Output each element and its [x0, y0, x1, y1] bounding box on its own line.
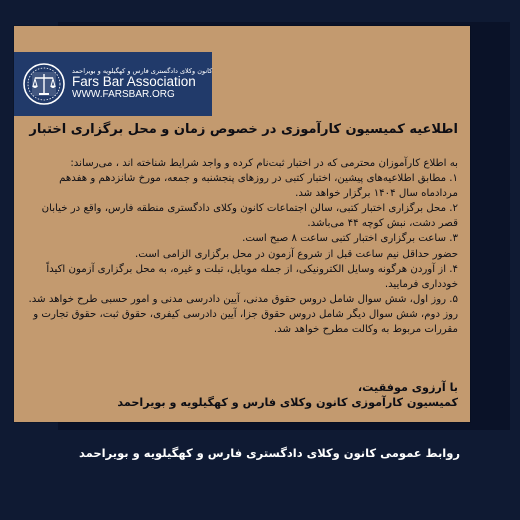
logo-name-en: Fars Bar Association — [72, 73, 196, 89]
list-item-2: ۲. محل برگزاری اختبار کتبی، سالن اجتماعات کانون وکلای دادگستری منطقه فارس، واقع در خیابان قصر دشت، نبش کوچه ۴۴ می‌باشد. — [41, 203, 458, 230]
list-item-5-continued: روز دوم، شش سوال دیگر شامل دروس حقوق جزا، آیین دادرسی کیفری، حقوق ثبت، حقوق تجارت و مقررات مربوط به وکالت مطرح خواهد شد. — [33, 308, 458, 336]
logo-text — [72, 68, 212, 101]
list-item-5: ۵. روز اول، شش سوال شامل دروس حقوق مدنی، آیین دادرسی مدنی و امور حسبی طرح خواهد شد. — [28, 293, 458, 305]
closing-wish: با آرزوی موفقیت، — [357, 381, 458, 394]
footer-credit: روابط عمومی کانون وکلای دادگستری فارس و کهگیلویه و بویراحمد — [79, 446, 460, 460]
list-item-1: ۱. مطابق اطلاعیه‌های پیشین، اختبار کتبی در روزهای پنجشنبه و جمعه، مورخ شانزدهم و هفدهم مردادماه سال ۱۴۰۴ برگزار خواهد شد. — [59, 173, 458, 200]
logo-banner[interactable] — [14, 52, 212, 116]
logo-name-fa: کانون وکلای دادگستری فارس و کهگیلویه و بویراحمد — [72, 66, 213, 75]
intro-paragraph: به اطلاع کارآموزان محترمی که در اختبار ثبت‌نام کرده و واجد شرایط شناخته اند ، می‌رساند: — [70, 158, 458, 169]
list-item-3: ۳. ساعت برگزاری اختبار کتبی ساعت ۸ صبح است. — [242, 233, 458, 245]
scales-of-justice-icon — [22, 62, 66, 106]
logo-url: WWW.FARSBAR.ORG — [72, 89, 175, 101]
closing-signatory: کمیسیون کارآموزی کانون وکلای فارس و کهگیلویه و بویراحمد — [117, 396, 458, 409]
list-item-4: ۴. از آوردن هرگونه وسایل الکترونیکی، از جمله موبایل، تبلت و غیره، به محل برگزاری آزمون اکیداً خودداری فرمایید. — [46, 263, 458, 290]
closing-signature — [22, 380, 458, 410]
announcement-title: اطلاعیه کمیسیون کارآموزی در خصوص زمان و محل برگزاری اختبار — [29, 122, 458, 137]
list-item-3-note: حضور حداقل نیم ساعت قبل از شروع آزمون در محل برگزاری الزامی است. — [135, 248, 458, 260]
announcement-body — [22, 156, 458, 337]
